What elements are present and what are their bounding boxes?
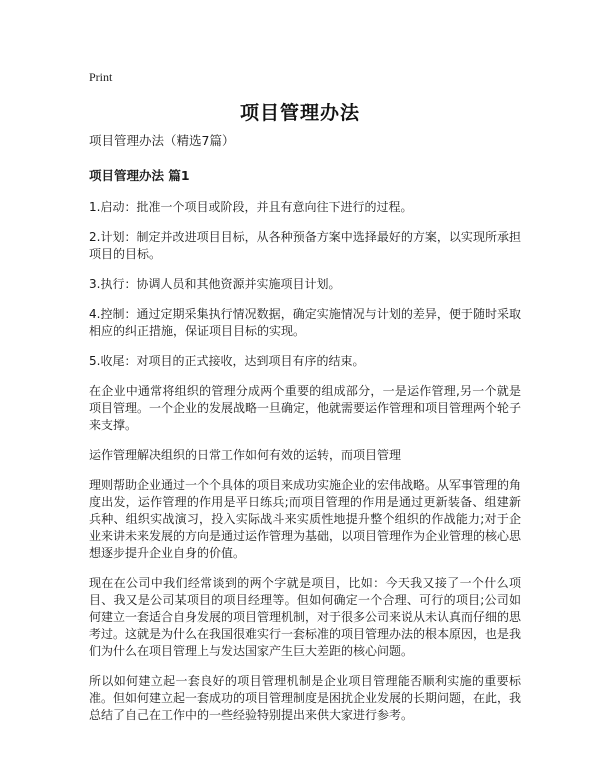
paragraph: 5.收尾：对项目的正式接收，达到项目有序的结束。 (89, 354, 365, 368)
paragraph: 1.启动：批准一个项目或阶段，并且有意向往下进行的过程。 (89, 200, 413, 214)
paragraph: 所以如何建立起一套良好的项目管理机制是企业项目管理能否顺利实施的重要标准。但如何建立起一套成功的项目管理制度是困扰企业发展的长期问题，在此，我总结了自己在工作中的一些经验特别提出来供大家进行参考。 (89, 674, 522, 722)
paragraph: 2.计划：制定并改进项目目标，从各种预备方案中选择最好的方案，以实现所承担项目的目标。 (89, 230, 521, 261)
paragraph: 在企业中通常将组织的管理分成两个重要的组成部分，一是运作管理,另一个就是项目管理。一个企业的发展战略一旦确定，他就需要运作管理和项目管理两个轮子来支撑。 (89, 384, 522, 432)
paragraph: 4.控制：通过定期采集执行情况数据，确定实施情况与计划的差异，便于随时采取相应的纠正措施，保证项目目标的实现。 (89, 307, 521, 338)
section-heading: 项目管理办法 篇1 (89, 168, 190, 183)
print-link[interactable]: Print (89, 70, 113, 84)
paragraph: 3.执行：协调人员和其他资源并实施项目计划。 (89, 277, 341, 291)
paragraph: 运作管理解决组织的日常工作如何有效的运转，而项目管理 (89, 448, 402, 462)
page-title: 项目管理办法 (239, 102, 360, 124)
paragraph: 现在在公司中我们经常谈到的两个字就是项目，比如：今天我又接了一个什么项目、我又是公司某项目的项目经理等。但如何确定一个合理、可行的项目;公司如何建立一套适合自身发展的项目管理机制，对于很多公司来说从未认真而仔细的思考过。这就是为什么在我国很难实行一套标准的项目管理办法的根本原因，也是我们为什么在项目管理上与发达国家产生巨大差距的核心问题。 (89, 576, 522, 658)
document-subtitle: 项目管理办法（精选7篇） (89, 133, 235, 148)
document-body (89, 131, 521, 737)
paragraph: 理则帮助企业通过一个个具体的项目来成功实施企业的宏伟战略。从军事管理的角度出发，运作管理的作用是平日练兵;而项目管理的作用是通过更新装备、组建新兵种、组织实战演习，投入实际战斗来实质性地提升整个组织的作战能力;对于企业来讲未来发展的方向是通过运作管理为基础，以项目管理作为企业管理的核心思想逐步提升企业自身的价值。 (89, 478, 522, 560)
